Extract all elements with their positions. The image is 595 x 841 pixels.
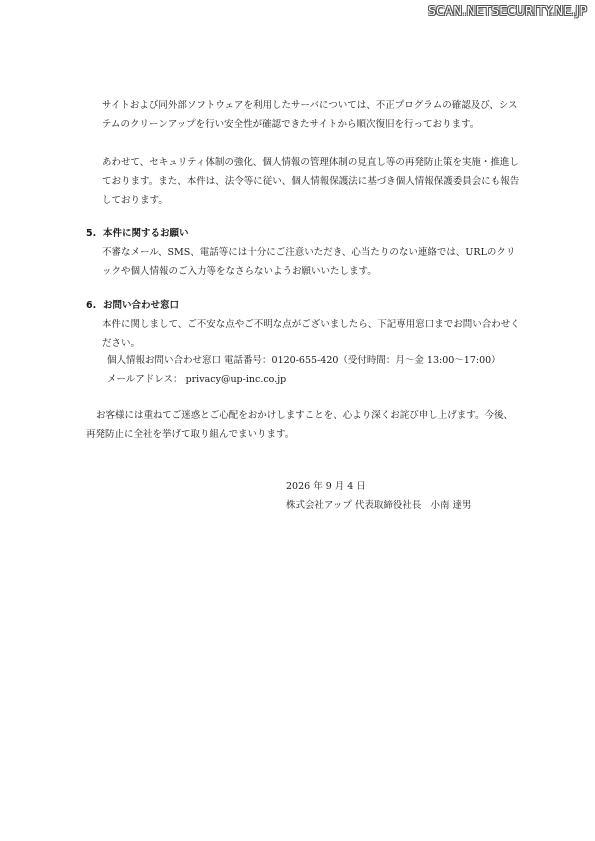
section-6-number: 6. [86, 300, 97, 311]
contact-phone: 電話番号：0120-655-420（受付時間：月～金 13:00～17:00） [224, 355, 501, 366]
section-6-heading [86, 296, 179, 315]
email-label: メールアドレス： [107, 374, 183, 385]
signature-line [286, 496, 471, 515]
section-6-body: 本件に関しまして、ご不安な点やご不明な点がございましたら、下記専用窓口までお問い合わせください。 [102, 319, 520, 349]
signature-company: 株式会社アップ [286, 500, 352, 511]
section-5-title: 本件に関するお願い [103, 228, 189, 239]
section-5-body: 不審なメール、SMS、電話等には十分にご注意いただき、心当たりのない連絡では、URLのクリックや個人情報のご入力等をなさらないようお願いいたします。 [102, 247, 516, 277]
section-6-title: お問い合わせ窓口 [103, 300, 180, 311]
contact-email-line [107, 370, 286, 389]
contact-label: 個人情報お問い合わせ窓口 [107, 355, 222, 366]
signature-name: 小南 達男 [430, 500, 472, 511]
section-5-number: 5. [86, 228, 97, 239]
intro-paragraph-1: サイトおよび同外部ソフトウェアを利用したサーバについては、不正プログラムの確認及び、システムのクリーンアップを行い安全性が確認できたサイトから順次復旧を行っております。 [102, 100, 518, 130]
section-5-heading [86, 224, 189, 243]
watermark-text: SCAN.NETSECURITY.NE.JP [428, 4, 587, 18]
signature-date: 2026 年 9 月 4 日 [286, 481, 366, 492]
contact-phone-line [107, 351, 501, 370]
signature-title: 代表取締役社長 [354, 500, 422, 511]
closing-paragraph: お客様には重ねてご迷惑とご心配をおかけしますことを、心より深くお詫び申し上げます。今後、再発防止に全社を挙げて取り組んでまいります。 [86, 410, 514, 440]
contact-email: privacy@up-inc.co.jp [185, 374, 287, 385]
intro-paragraph-2: あわせて、セキュリティ体制の強化、個人情報の管理体制の見直し等の再発防止策を実施・推進しております。また、本件は、法令等に従い、個人情報保護法に基づき個人情報保護委員会にも報告しております。 [102, 157, 520, 206]
